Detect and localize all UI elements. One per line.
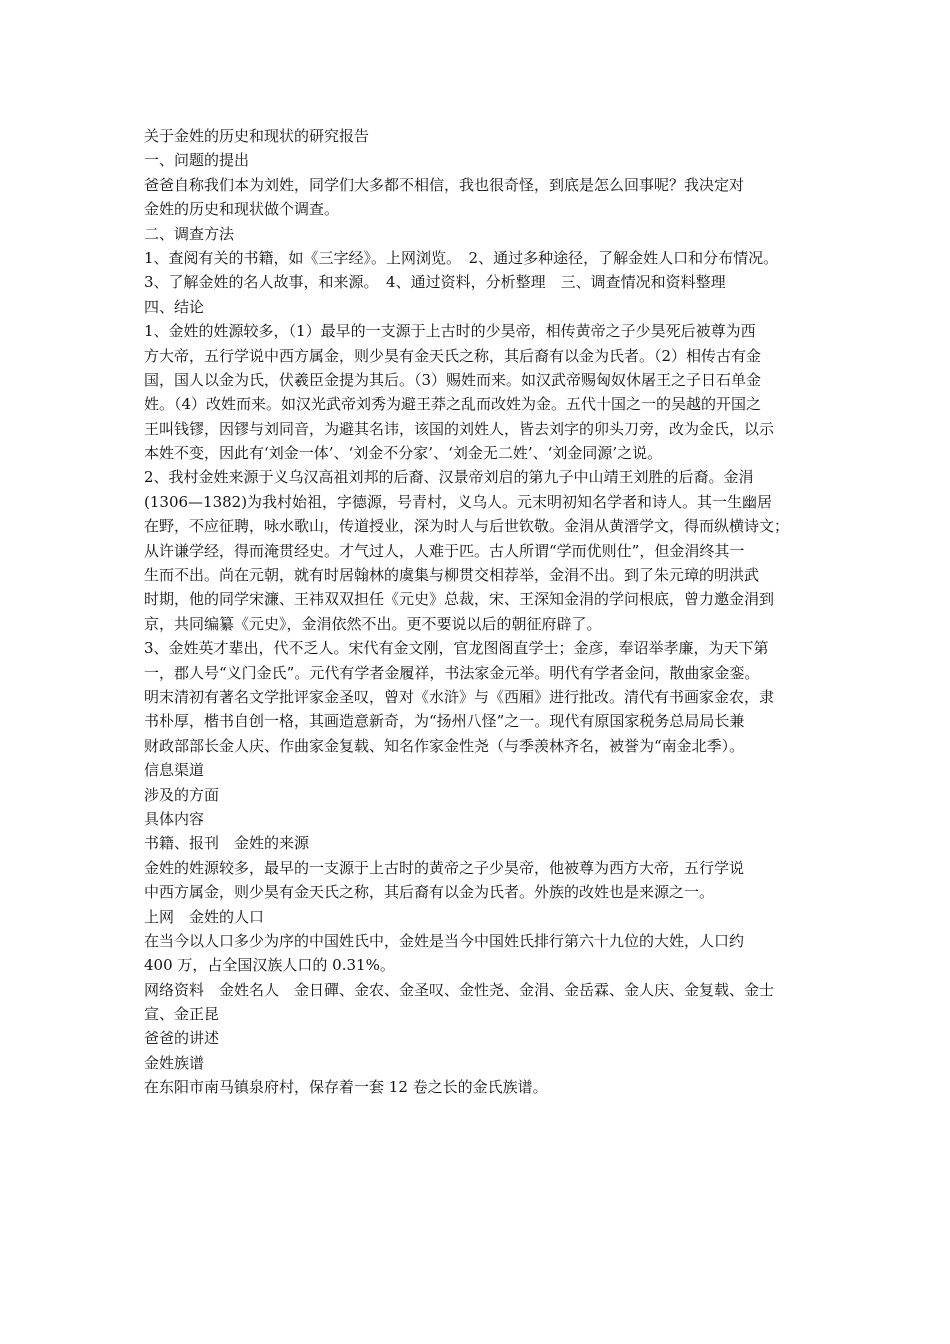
paragraph-line: 本姓不变，因此有‘刘金一体’、‘刘金不分家’、‘刘金无二姓’、‘刘金同源’之说。 <box>144 444 663 463</box>
paragraph-line: 从许谦学经，得而淹贯经史。才气过人，人难于匹。古人所谓“学而优则仕”，但金涓终其一 <box>144 541 745 560</box>
paragraph-line: 3、了解金姓的名人故事，和来源。 4、通过资料，分析整理 三、调查情况和资料整理 <box>144 273 726 292</box>
document-page <box>144 124 814 1100</box>
table-row-line: 上网 金姓的人口 <box>144 907 265 926</box>
paragraph-line: 明末清初有著名文学批评家金圣叹，曾对《水浒》与《西厢》进行批改。清代有书画家金农，隶 <box>144 687 775 706</box>
report-title: 关于金姓的历史和现状的研究报告 <box>144 127 370 145</box>
table-row-line: 400 万，占全国汉族人口的 0.31%。 <box>144 956 395 975</box>
paragraph-line: 姓。（4）改姓而来。如汉光武帝刘秀为避王莽之乱而改姓为金。五代十国之一的吴越的开国之 <box>144 395 762 414</box>
table-header-line: 信息渠道 <box>144 761 205 780</box>
paragraph-line: 2、我村金姓来源于义乌汉高祖刘邦的后裔、汉景帝刘启的第九子中山靖王刘胜的后裔。金涓 <box>144 468 754 487</box>
table-row-line: 在东阳市南马镇泉府村，保存着一套 12 卷之长的金氏族谱。 <box>144 1078 548 1097</box>
table-row-line: 爸爸的讲述 <box>144 1029 220 1048</box>
paragraph-line: 金姓的历史和现状做个调查。 <box>144 200 340 219</box>
paragraph-line: 方大帝，五行学说中西方属金，则少昊有金天氏之称，其后裔有以金为氏者。（2）相传古有金 <box>144 346 762 365</box>
paragraph-line: 爸爸自称我们本为刘姓，同学们大多都不相信，我也很奇怪，到底是怎么回事呢？我决定对 <box>144 175 745 194</box>
paragraph-line: 财政部部长金人庆、作曲家金复载、知名作家金性尧（与季羡林齐名，被誉为“南金北季）。 <box>144 736 745 755</box>
paragraph-line: 一，郡人号“义门金氏”。元代有学者金履祥，书法家金元举。明代有学者金问，散曲家金銮。 <box>144 663 760 682</box>
table-row-line: 宣、金正昆 <box>144 1005 220 1024</box>
table-header-line: 具体内容 <box>144 809 205 828</box>
paragraph-line: (1306—1382)为我村始祖，字德源，号青村，义乌人。元末明初知名学者和诗人。其一生幽居 <box>144 492 773 511</box>
section-heading: 二、调查方法 <box>144 224 235 243</box>
paragraph-line: 时期，他的同学宋濂、王祎双双担任《元史》总裁，宋、王深知金涓的学问根底，曾力邀金涓到 <box>144 590 775 609</box>
paragraph-line: 1、查阅有关的书籍，如《三字经》。上网浏览。 2、通过多种途径，了解金姓人口和分布情况。 <box>144 248 779 267</box>
table-row-line: 书籍、报刊 金姓的来源 <box>144 834 310 853</box>
paragraph-line: 书朴厚，楷书自创一格，其画造意新奇，为“扬州八怪”之一。现代有原国家税务总局局长兼 <box>144 712 745 731</box>
paragraph-line: 在野，不应征聘，咏水歌山，传道授业，深为时人与后世钦敬。金涓从黄溍学文，得而纵横诗文； <box>144 517 790 536</box>
paragraph-line: 京，共同编纂《元史》，金涓依然不出。更不要说以后的朝征府辟了。 <box>144 614 602 633</box>
table-header-line: 涉及的方面 <box>144 785 220 804</box>
paragraph-line: 1、金姓的姓源较多，（1）最早的一支源于上古时的少昊帝，相传黄帝之子少昊死后被尊为西 <box>144 322 756 341</box>
section-heading: 四、结论 <box>144 297 205 316</box>
table-row-line: 金姓族谱 <box>144 1053 205 1072</box>
section-heading: 一、问题的提出 <box>144 151 250 170</box>
table-row-line: 中西方属金，则少昊有金天氏之称，其后裔有以金为氏者。外族的改姓也是来源之一。 <box>144 883 715 902</box>
paragraph-line: 3、金姓英才辈出，代不乏人。宋代有金文刚，官龙图阁直学士；金彦，奉诏举孝廉，为天下第 <box>144 639 769 658</box>
table-row-line: 在当今以人口多少为序的中国姓氏中，金姓是当今中国姓氏排行第六十九位的大姓，人口约 <box>144 931 745 950</box>
table-row-line: 网络资料 金姓名人 金日磾、金农、金圣叹、金性尧、金涓、金岳霖、金人庆、金复载、金士 <box>144 980 775 999</box>
paragraph-line: 生而不出。尚在元朝，就有时居翰林的虞集与柳贯交相荐举，金涓不出。到了朱元璋的明洪武 <box>144 566 760 585</box>
table-row-line: 金姓的姓源较多，最早的一支源于上古时的黄帝之子少昊帝，他被尊为西方大帝，五行学说 <box>144 858 745 877</box>
paragraph-line: 国，国人以金为氏，伏羲臣金提为其后。（3）赐姓而来。如汉武帝赐匈奴休屠王之子日石单金 <box>144 370 762 389</box>
paragraph-line: 王叫钱镠，因镠与刘同音，为避其名讳，该国的刘姓人，皆去刘字的卯头刀旁，改为金氏，以示 <box>144 419 775 438</box>
